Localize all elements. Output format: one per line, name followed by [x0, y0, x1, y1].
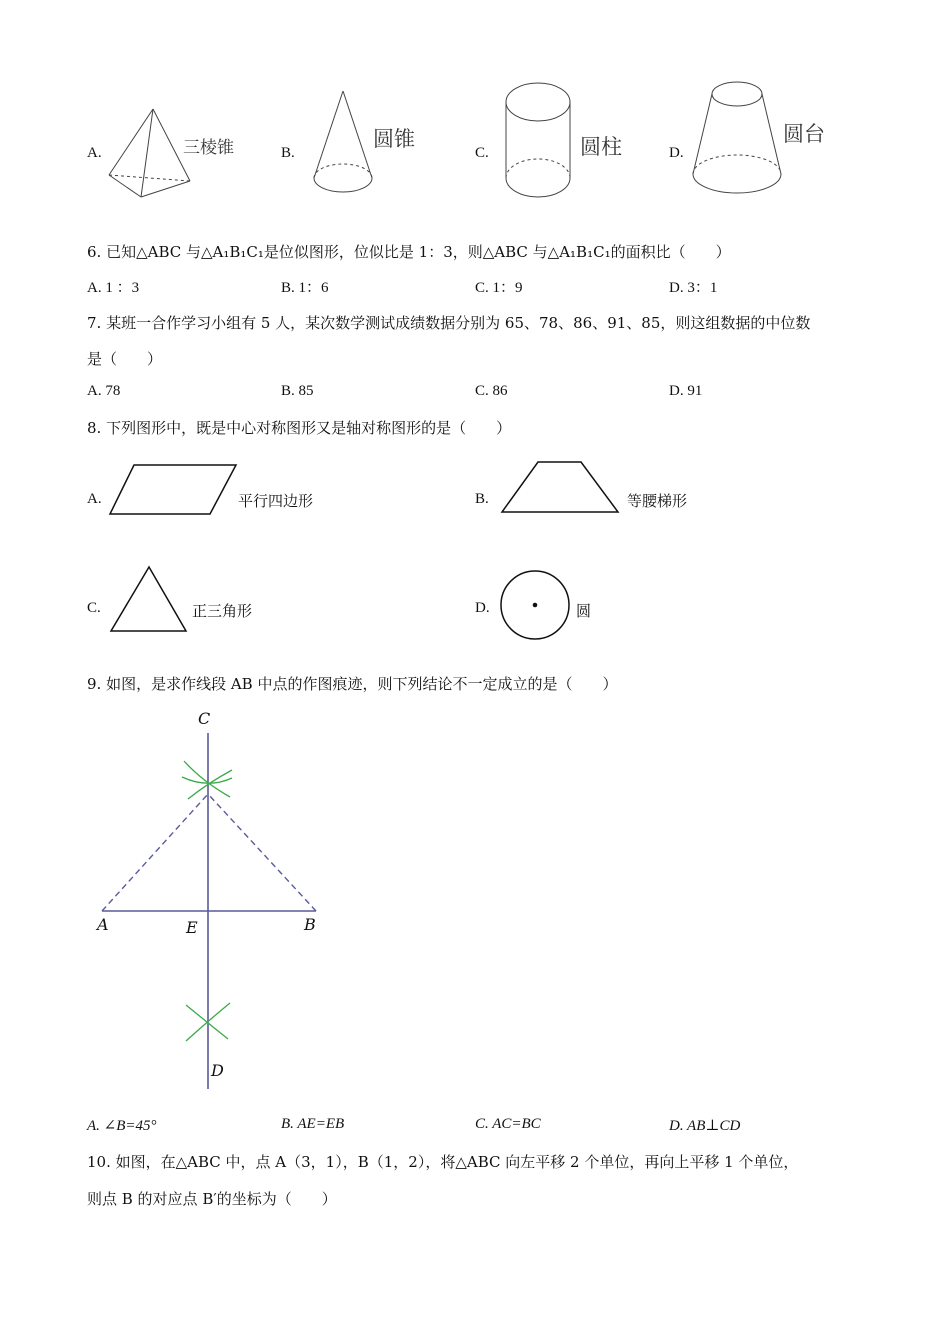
- equilateral-triangle-figure: [108, 564, 190, 634]
- q9-label-e: E: [186, 918, 198, 937]
- q6-option-a: A. 1 ：3: [87, 280, 140, 296]
- q5-option-b-letter: B.: [281, 145, 295, 161]
- q9-option-b: B. AE=EB: [281, 1116, 345, 1132]
- q8-option-b-letter: B.: [475, 491, 489, 507]
- frustum-figure: [690, 80, 785, 198]
- q6-option-c: C. 1：9: [475, 280, 523, 296]
- q8-stem: 8. 下列图形中，既是中心对称图形又是轴对称图形的是（ ）: [87, 419, 512, 437]
- q8-option-a-letter: A.: [87, 491, 102, 507]
- q9-label-a: A: [97, 915, 109, 934]
- perpendicular-bisector-figure: [90, 705, 330, 1095]
- q8-option-b-label: 等腰梯形: [627, 492, 688, 510]
- circle-figure: [499, 569, 571, 641]
- q6-option-d: D. 3：1: [669, 280, 718, 296]
- q9-stem: 9. 如图，是求作线段 AB 中点的作图痕迹，则下列结论不一定成立的是（ ）: [87, 675, 618, 693]
- q9-option-c: C. AC=BC: [475, 1116, 541, 1132]
- cone-figure: [310, 88, 376, 200]
- q9-option-a: A. ∠B=45°: [87, 1118, 157, 1134]
- q7-option-a: A. 78: [87, 383, 121, 399]
- q6-option-b: B. 1：6: [281, 280, 329, 296]
- q8-option-d-letter: D.: [475, 600, 490, 616]
- isosceles-trapezoid-figure: [500, 460, 622, 516]
- q7-option-b: B. 85: [281, 383, 314, 399]
- triangular-pyramid-figure: [105, 105, 195, 200]
- q8-option-c-label: 正三角形: [192, 602, 253, 620]
- q6-stem: 6. 已知△ABC 与△A₁B₁C₁是位似图形，位似比是 1：3，则△ABC 与△A₁B₁C₁的面积比（ ）: [87, 243, 731, 261]
- cylinder-figure: [502, 80, 574, 202]
- q7-stem-line2: 是（ ）: [87, 350, 163, 368]
- q8-option-d-label: 圆: [576, 602, 592, 620]
- q7-option-c: C. 86: [475, 383, 508, 399]
- q5-option-c-letter: C.: [475, 145, 489, 161]
- q5-option-c-label: 圆柱: [580, 135, 622, 159]
- q5-option-d-label: 圆台: [783, 122, 825, 146]
- q10-line1: 10. 如图，在△ABC 中，点 A（3，1），B（1，2），将△ABC 向左平移 2 个单位，再向上平移 1 个单位，: [87, 1153, 799, 1171]
- q5-option-a-label: 三棱锥: [183, 138, 234, 158]
- q7-stem-line1: 7. 某班一合作学习小组有 5 人，某次数学测试成绩数据分别为 65、78、86、91、85，则这组数据的中位数: [87, 314, 811, 332]
- q5-option-b-label: 圆锥: [373, 127, 415, 151]
- q7-option-d: D. 91: [669, 383, 703, 399]
- parallelogram-figure: [108, 463, 240, 518]
- q8-option-a-label: 平行四边形: [238, 492, 314, 510]
- q5-option-d-letter: D.: [669, 145, 684, 161]
- q9-label-d: D: [211, 1061, 224, 1080]
- q5-option-a-letter: A.: [87, 145, 102, 161]
- q9-label-b: B: [304, 915, 316, 934]
- q8-option-c-letter: C.: [87, 600, 101, 616]
- q9-option-d: D. AB⊥CD: [669, 1118, 741, 1134]
- q10-line2: 则点 B 的对应点 B′的坐标为（ ）: [87, 1190, 337, 1208]
- q9-label-c: C: [198, 709, 211, 728]
